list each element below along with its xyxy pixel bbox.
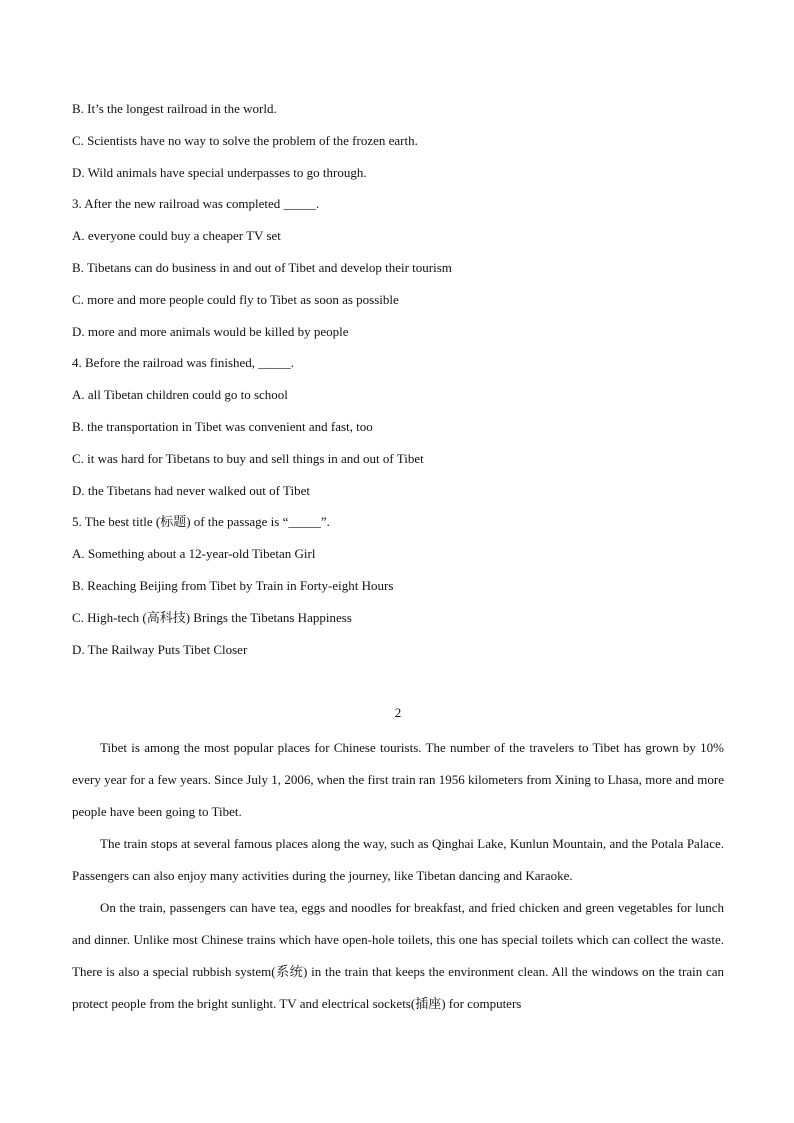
option-a-q3: A. everyone could buy a cheaper TV set — [72, 228, 281, 244]
option-a-q5: A. Something about a 12-year-old Tibetan Girl — [72, 546, 316, 562]
option-b-q2: B. It’s the longest railroad in the world. — [72, 101, 277, 116]
question-5: 5. The best title (标题) of the passage is “_____”. — [72, 514, 330, 530]
option-a-q4: A. all Tibetan children could go to school — [72, 387, 288, 403]
section-gap — [72, 672, 724, 704]
passage-paragraph-2: The train stops at several famous places along the way, such as Qinghai Lake, Kunlun Mountain, and the Potala Palace. Passengers can also enjoy many activities during the journey, like Tibetan dancing and Karaoke. — [72, 836, 724, 884]
passage-paragraph-1: Tibet is among the most popular places for Chinese tourists. The number of the travelers to Tibet has grown by 10% every year for a few years. Since July 1, 2006, when the first train ran 1956 kilometers from Xining to Lhasa, more and more people have been going to Tibet. — [72, 740, 724, 820]
option-b-q4: B. the transportation in Tibet was convenient and fast, too — [72, 418, 373, 434]
document-page — [72, 100, 724, 1020]
option-c-q4: C. it was hard for Tibetans to buy and sell things in and out of Tibet — [72, 450, 424, 466]
option-b-q5: B. Reaching Beijing from Tibet by Train in Forty-eight Hours — [72, 577, 394, 593]
passage — [72, 732, 724, 1020]
option-d-q5: D. The Railway Puts Tibet Closer — [72, 641, 248, 657]
option-c-q2: C. Scientists have no way to solve the problem of the frozen earth. — [72, 132, 418, 148]
option-c-q5: C. High-tech (高科技) Brings the Tibetans Happiness — [72, 609, 352, 625]
option-d-q3: D. more and more animals would be killed by people — [72, 323, 349, 339]
section-number: 2 — [394, 705, 402, 721]
question-list — [72, 100, 724, 659]
question-4: 4. Before the railroad was finished, _____. — [72, 355, 295, 371]
option-d-q4: D. the Tibetans had never walked out of Tibet — [72, 482, 310, 498]
option-d-q2: D. Wild animals have special underpasses to go through. — [72, 164, 367, 180]
passage-paragraph-3: On the train, passengers can have tea, eggs and noodles for breakfast, and fried chicken and green vegetables for lunch and dinner. Unlike most Chinese trains which have open-hole toilets, this one has special toilets which can collect the waste. There is also a special rubbish system(系统) in the train that keeps the environment clean. All the windows on the train can protect people from the bright sunlight. TV and electrical sockets(插座) for computers — [72, 900, 724, 1012]
question-3: 3. After the new railroad was completed _____. — [72, 196, 320, 212]
option-b-q3: B. Tibetans can do business in and out of Tibet and develop their tourism — [72, 259, 452, 275]
option-c-q3: C. more and more people could fly to Tibet as soon as possible — [72, 291, 399, 307]
